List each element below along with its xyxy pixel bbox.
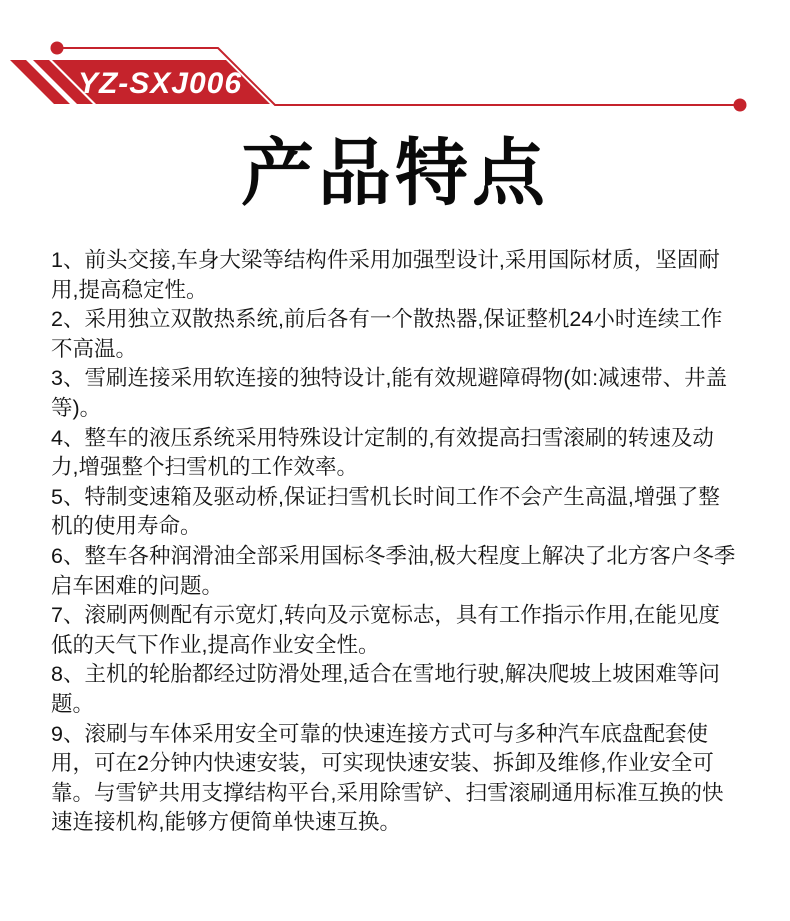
- feature-item-3: 3、雪刷连接采用软连接的独特设计,能有效规避障碍物(如:减速带、井盖等)。: [51, 366, 728, 420]
- page-title: 产品特点: [241, 133, 549, 214]
- feature-item-1: 1、前头交接,车身大梁等结构件采用加强型设计,采用国际材质，坚固耐用,提高稳定性。: [51, 248, 720, 302]
- header-decoration-graphic: [0, 0, 790, 130]
- feature-item-7: 7、滚刷两侧配有示宽灯,转向及示宽标志，具有工作指示作用,在能见度低的天气下作业,提高作业安全性。: [51, 603, 720, 657]
- model-number: YZ-SXJ006: [77, 67, 243, 100]
- connector-end-dot: [734, 99, 747, 112]
- features-list: [0, 246, 790, 838]
- feature-item-4: 4、整车的液压系统采用特殊设计定制的,有效提高扫雪滚刷的转速及动力,增强整个扫雪机的工作效率。: [51, 425, 714, 480]
- decorative-header: [0, 0, 790, 130]
- feature-item-6: 6、整车各种润滑油全部采用国标冬季油,极大程度上解决了北方客户冬季启车困难的问题。: [51, 543, 736, 598]
- feature-item-5: 5、特制变速箱及驱动桥,保证扫雪机长时间工作不会产生高温,增强了整机的使用寿命。: [51, 484, 720, 539]
- feature-item-9: 9、滚刷与车体采用安全可靠的快速连接方式可与多种汽车底盘配套使用，可在2分钟内快速安装，可实现快速安装、拆卸及维修,作业安全可靠。与雪铲共用支撑结构平台,采用除雪铲、扫雪滚刷通用标准互换的快速连接机构,能够方便简单快速互换。: [51, 721, 724, 835]
- feature-item-8: 8、主机的轮胎都经过防滑处理,适合在雪地行驶,解决爬坡上坡困难等问题。: [51, 662, 720, 716]
- feature-item-2: 2、采用独立双散热系统,前后各有一个散热器,保证整机24小时连续工作不高温。: [51, 307, 723, 361]
